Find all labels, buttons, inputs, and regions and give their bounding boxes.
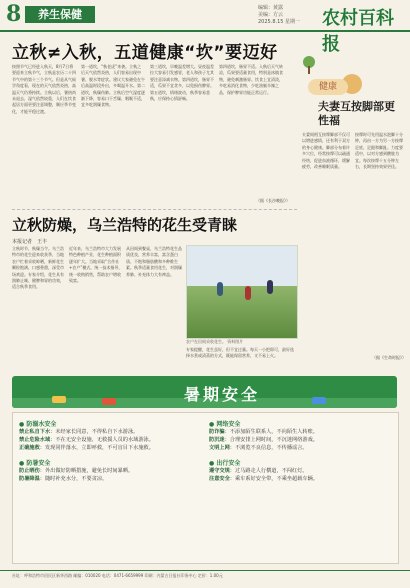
photo-person: [267, 280, 273, 294]
item-text: 发现同伴落水，立即呼救，不可盲目下水施救。: [44, 445, 154, 451]
meta-line: 美编：方云: [258, 12, 284, 18]
item-text: 未经家长同意，不得私自下水游泳。: [55, 429, 139, 435]
article2-headline: 立秋防燥，乌兰浩特的花生受青睐: [12, 216, 238, 234]
item-text: 随时补充水分，不要贪凉。: [44, 476, 108, 482]
item-text: 乘车系好安全带，不乘坐超载车辆。: [234, 476, 318, 482]
article1-column: 第三道坎，早晚温差增大。昼夜温差拉大容易引发感冒，老人和孩子尤其要注意添减衣物。第四道坎，肠胃不适，瓜果不宜贪多，以免损伤脾胃。第五道坎，情绪波动，秋季容易悲秋，应保持心情舒畅。: [150, 64, 214, 102]
item-text: 不浏览不良信息，不传播谣言。: [234, 445, 308, 451]
section-heading: ● 出行安全: [209, 460, 241, 467]
section-tag: 养生保健: [25, 6, 95, 23]
item-label: 正确施救: [19, 445, 40, 451]
article2-column: 从田间到餐桌，乌兰浩特花生品质优良，营养丰富，富含蛋白质、不饱和脂肪酸和多种维生素。秋季适量食用花生，对润燥养肺、补充体力大有裨益。: [126, 246, 182, 277]
item-text: 不在无安全设施、无救援人员的水域游泳。: [55, 437, 154, 443]
item-label: 文明上网: [209, 445, 230, 451]
article2-column: 专家提醒，花生虽好，但不宜过量。每天一小把即可，最好选择水煮或清蒸的方式，既能保留营养，又不易上火。: [186, 347, 294, 359]
car-icon: [312, 397, 326, 404]
sidebar-column: 按摩时可先用温水泡脚十分钟，再由一方为另一方按摩足底、足跟和脚趾。力度要适中，以对方感到酸胀为宜。每次按摩十五分钟左右，长期坚持效果更佳。: [355, 132, 403, 170]
summer-safety-banner: [12, 376, 397, 408]
photo-caption: 农户在田间采收花生。 资料图片: [186, 339, 244, 344]
header-meta: [258, 5, 318, 26]
article1-column: 第四道坎，肠胃不适。入秋后天气转凉，瓜果要适量食用，特别是冰镇食物，避免刺激肠胃。饮食上宜清淡，多吃易消化食物，少吃油腻辛辣之品，保护脾胃功能正常运行。: [219, 64, 283, 95]
article2-byline: 本报记者 王丰: [12, 239, 48, 245]
page-number: 8: [6, 1, 22, 27]
safety-item: 防止晒伤：外出做好防晒措施，避免长时间暴晒。: [19, 468, 134, 474]
safety-item: 禁止危险水域：不在无安全设施、无救援人员的水域游泳。: [19, 437, 154, 443]
sidebar-title: 夫妻互按脚部更性福: [318, 100, 395, 127]
meta-line: 编辑：黄露: [258, 5, 284, 11]
item-label: 防暑降温: [19, 476, 40, 482]
sidebar-source: （据《生命时报》）: [372, 355, 406, 360]
safety-item: 防暑降温：随时补充水分，不要贪凉。: [19, 476, 108, 482]
item-label: 遵守交规: [209, 468, 230, 474]
safety-item: 遵守交规：过马路走人行横道，不闯红灯。: [209, 468, 308, 474]
divider: [12, 209, 297, 210]
tree-icon: [302, 56, 316, 74]
safety-item: 正确施救：发现同伴落水，立即呼救，不可盲目下水施救。: [19, 445, 154, 451]
section-heading: ● 防溺水安全: [19, 421, 57, 428]
section-heading: ● 网络安全: [209, 421, 241, 428]
article1-column: 第一道坎，“秋老虎”来袭。立秋之后天气依然炎热，人们容易出现中暑、脱水等症状。建议大家避免在午后高温时段外出，多喝温开水。第二道坎，秋燥伤肺。立秋后空气湿度逐渐下降，容易口干舌燥、咽喉不适，宜多吃润燥食物。: [81, 64, 145, 108]
health-badge: 健康: [308, 79, 348, 95]
section-heading: ● 防暑安全: [19, 460, 51, 467]
photo-sky: [187, 246, 297, 286]
safety-left-column: [19, 419, 204, 483]
page-footer: [0, 570, 410, 588]
safety-item: 注意安全：乘车系好安全带，不乘坐超载车辆。: [209, 476, 318, 482]
item-label: 禁止危险水域: [19, 437, 51, 443]
article1-source: （据《长沙晚报》）: [256, 198, 290, 203]
safety-right-column: [209, 419, 394, 483]
meta-line: 2025.8.15 星期一: [258, 19, 301, 25]
item-text: 外出做好防晒措施，避免长时间暴晒。: [44, 468, 134, 474]
safety-tips-box: [12, 412, 399, 564]
photo-person: [245, 286, 251, 300]
photo-field: [187, 286, 297, 338]
photo-person: [217, 282, 223, 296]
sidebar-column: 夫妻间相互按摩脚部不仅可以增进感情，还有利于双方的身心健康。脚部分布着许多穴位，经常按摩可以疏通经络，促进血液循环，缓解疲劳，改善睡眠质量。: [302, 132, 350, 170]
item-text: 不添加陌生联系人，不向陌生人转账。: [229, 429, 318, 435]
article2-column: 近年来，乌兰浩特市大力发展特色种植产业，花生种植面积逐年扩大。当地采取“合作社+农户”模式，统一技术指导、统一收购销售，帮助农户增收致富。: [69, 246, 123, 284]
safety-item: 禁止私自下水：未经家长同意，不得私自下水游泳。: [19, 429, 139, 435]
peanut-harvest-photo: [186, 245, 298, 339]
item-label: 注意安全: [209, 476, 230, 482]
masthead: 农村百科报: [322, 8, 394, 55]
safety-item: 防沉迷：合理安排上网时间，不沉迷网络游戏。: [209, 437, 318, 443]
item-text: 过马路走人行横道，不闯红灯。: [234, 468, 308, 474]
item-label: 禁止私自下水: [19, 429, 51, 435]
article1-column: 按照节气已经进入秋天，8月7日将要迎来立秋节气，立秋是农历二十四节气中的第十三个节气。但是从气候学角度看，现在的天气依然炎热，高温天气仍将持续。立秋以后，暑热尚未退去，湿气依然较重，人们在饮食起居方面更要注意调整，顺应季节变化，才能平稳过渡。: [12, 64, 76, 114]
item-label: 防诈骗: [209, 429, 225, 435]
safety-item: 文明上网：不浏览不良信息，不传播谣言。: [209, 445, 308, 451]
safety-item: 防诈骗：不添加陌生联系人，不向陌生人转账。: [209, 429, 318, 435]
car-icon: [52, 396, 66, 403]
footer-text: 社址：呼和浩特市回民区新华西路 邮编：010020 电话：0471-6659999 印刷：内蒙古日报社印务中心 定价：1.00元: [12, 573, 223, 578]
car-icon: [102, 398, 116, 405]
article1-headline: 立秋≠入秋，五道健康“坎”要迈好: [12, 43, 278, 63]
item-text: 合理安排上网时间，不沉迷网络游戏。: [229, 437, 318, 443]
article2-column: 立秋时节，秋燥当令。乌兰浩特市的花生迎来收获季，当地农户忙着采收晾晒，新鲜花生颗粒饱满、口感香甜，深受市场欢迎。专家介绍，花生具有润肺止咳、健脾和胃的功效，适合秋季食用。: [12, 246, 64, 290]
item-label: 防沉迷: [209, 437, 225, 443]
item-label: 防止晒伤: [19, 468, 40, 474]
banner-title: 暑期安全: [184, 385, 261, 404]
